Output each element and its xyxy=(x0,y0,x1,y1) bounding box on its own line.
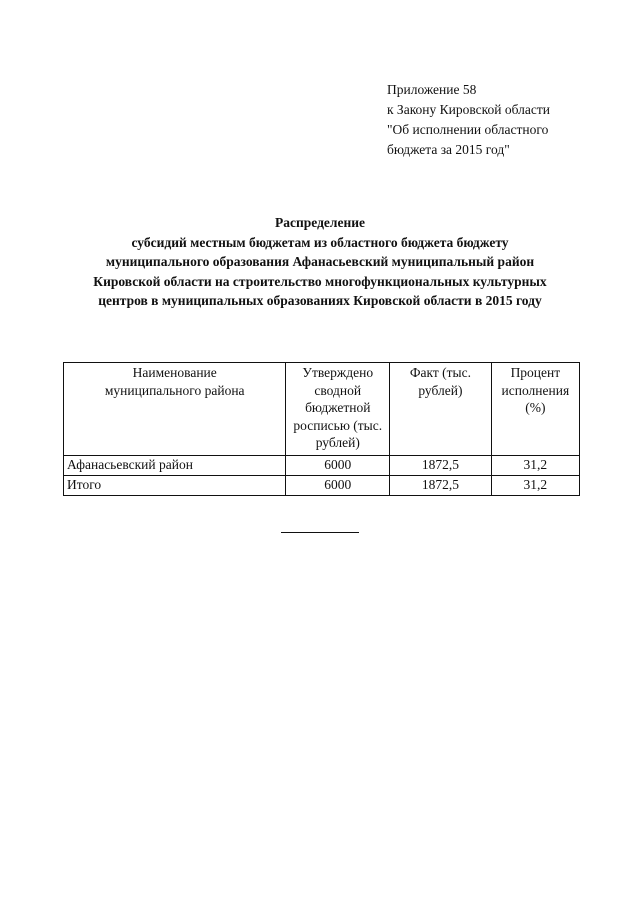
cell-execution-percent: 31,2 xyxy=(491,455,579,475)
appendix-line: Приложение 58 xyxy=(387,82,477,97)
title-line: Кировской области на строительство многофункциональных культурных xyxy=(93,273,547,289)
header-approved-budget: Утверждено сводной бюджетной росписью (тыс. рублей) xyxy=(286,363,390,456)
title-line: субсидий местным бюджетам из областного бюджета бюджету xyxy=(131,234,509,250)
cell-district-name: Афанасьевский район xyxy=(64,455,286,475)
cell-actual: 1872,5 xyxy=(390,455,492,475)
header-district-name: Наименование муниципального района xyxy=(64,363,286,456)
appendix-note xyxy=(387,80,627,160)
header-actual: Факт (тыс. рублей) xyxy=(390,363,492,456)
appendix-line: к Закону Кировской области xyxy=(387,102,551,117)
end-divider xyxy=(281,532,359,533)
title-line: Распределение xyxy=(274,215,366,230)
table-row xyxy=(64,455,580,475)
title-line: муниципального образования Афанасьевский муниципальный район xyxy=(105,254,535,269)
cell-total-label: Итого xyxy=(64,475,286,495)
cell-total-approved: 6000 xyxy=(286,475,390,495)
cell-total-percent: 31,2 xyxy=(491,475,579,495)
table-header-row xyxy=(64,363,580,456)
cell-approved-budget: 6000 xyxy=(286,455,390,475)
document-title xyxy=(40,213,600,311)
appendix-line: "Об исполнении областного xyxy=(387,122,549,137)
title-line: центров в муниципальных образованиях Кировской области в 2015 году xyxy=(98,293,542,308)
appendix-line: бюджета за 2015 год" xyxy=(387,142,510,157)
header-execution-percent: Процент исполнения (%) xyxy=(491,363,579,456)
subsidy-table xyxy=(63,362,580,496)
cell-total-actual: 1872,5 xyxy=(390,475,492,495)
table-row-total xyxy=(64,475,580,495)
